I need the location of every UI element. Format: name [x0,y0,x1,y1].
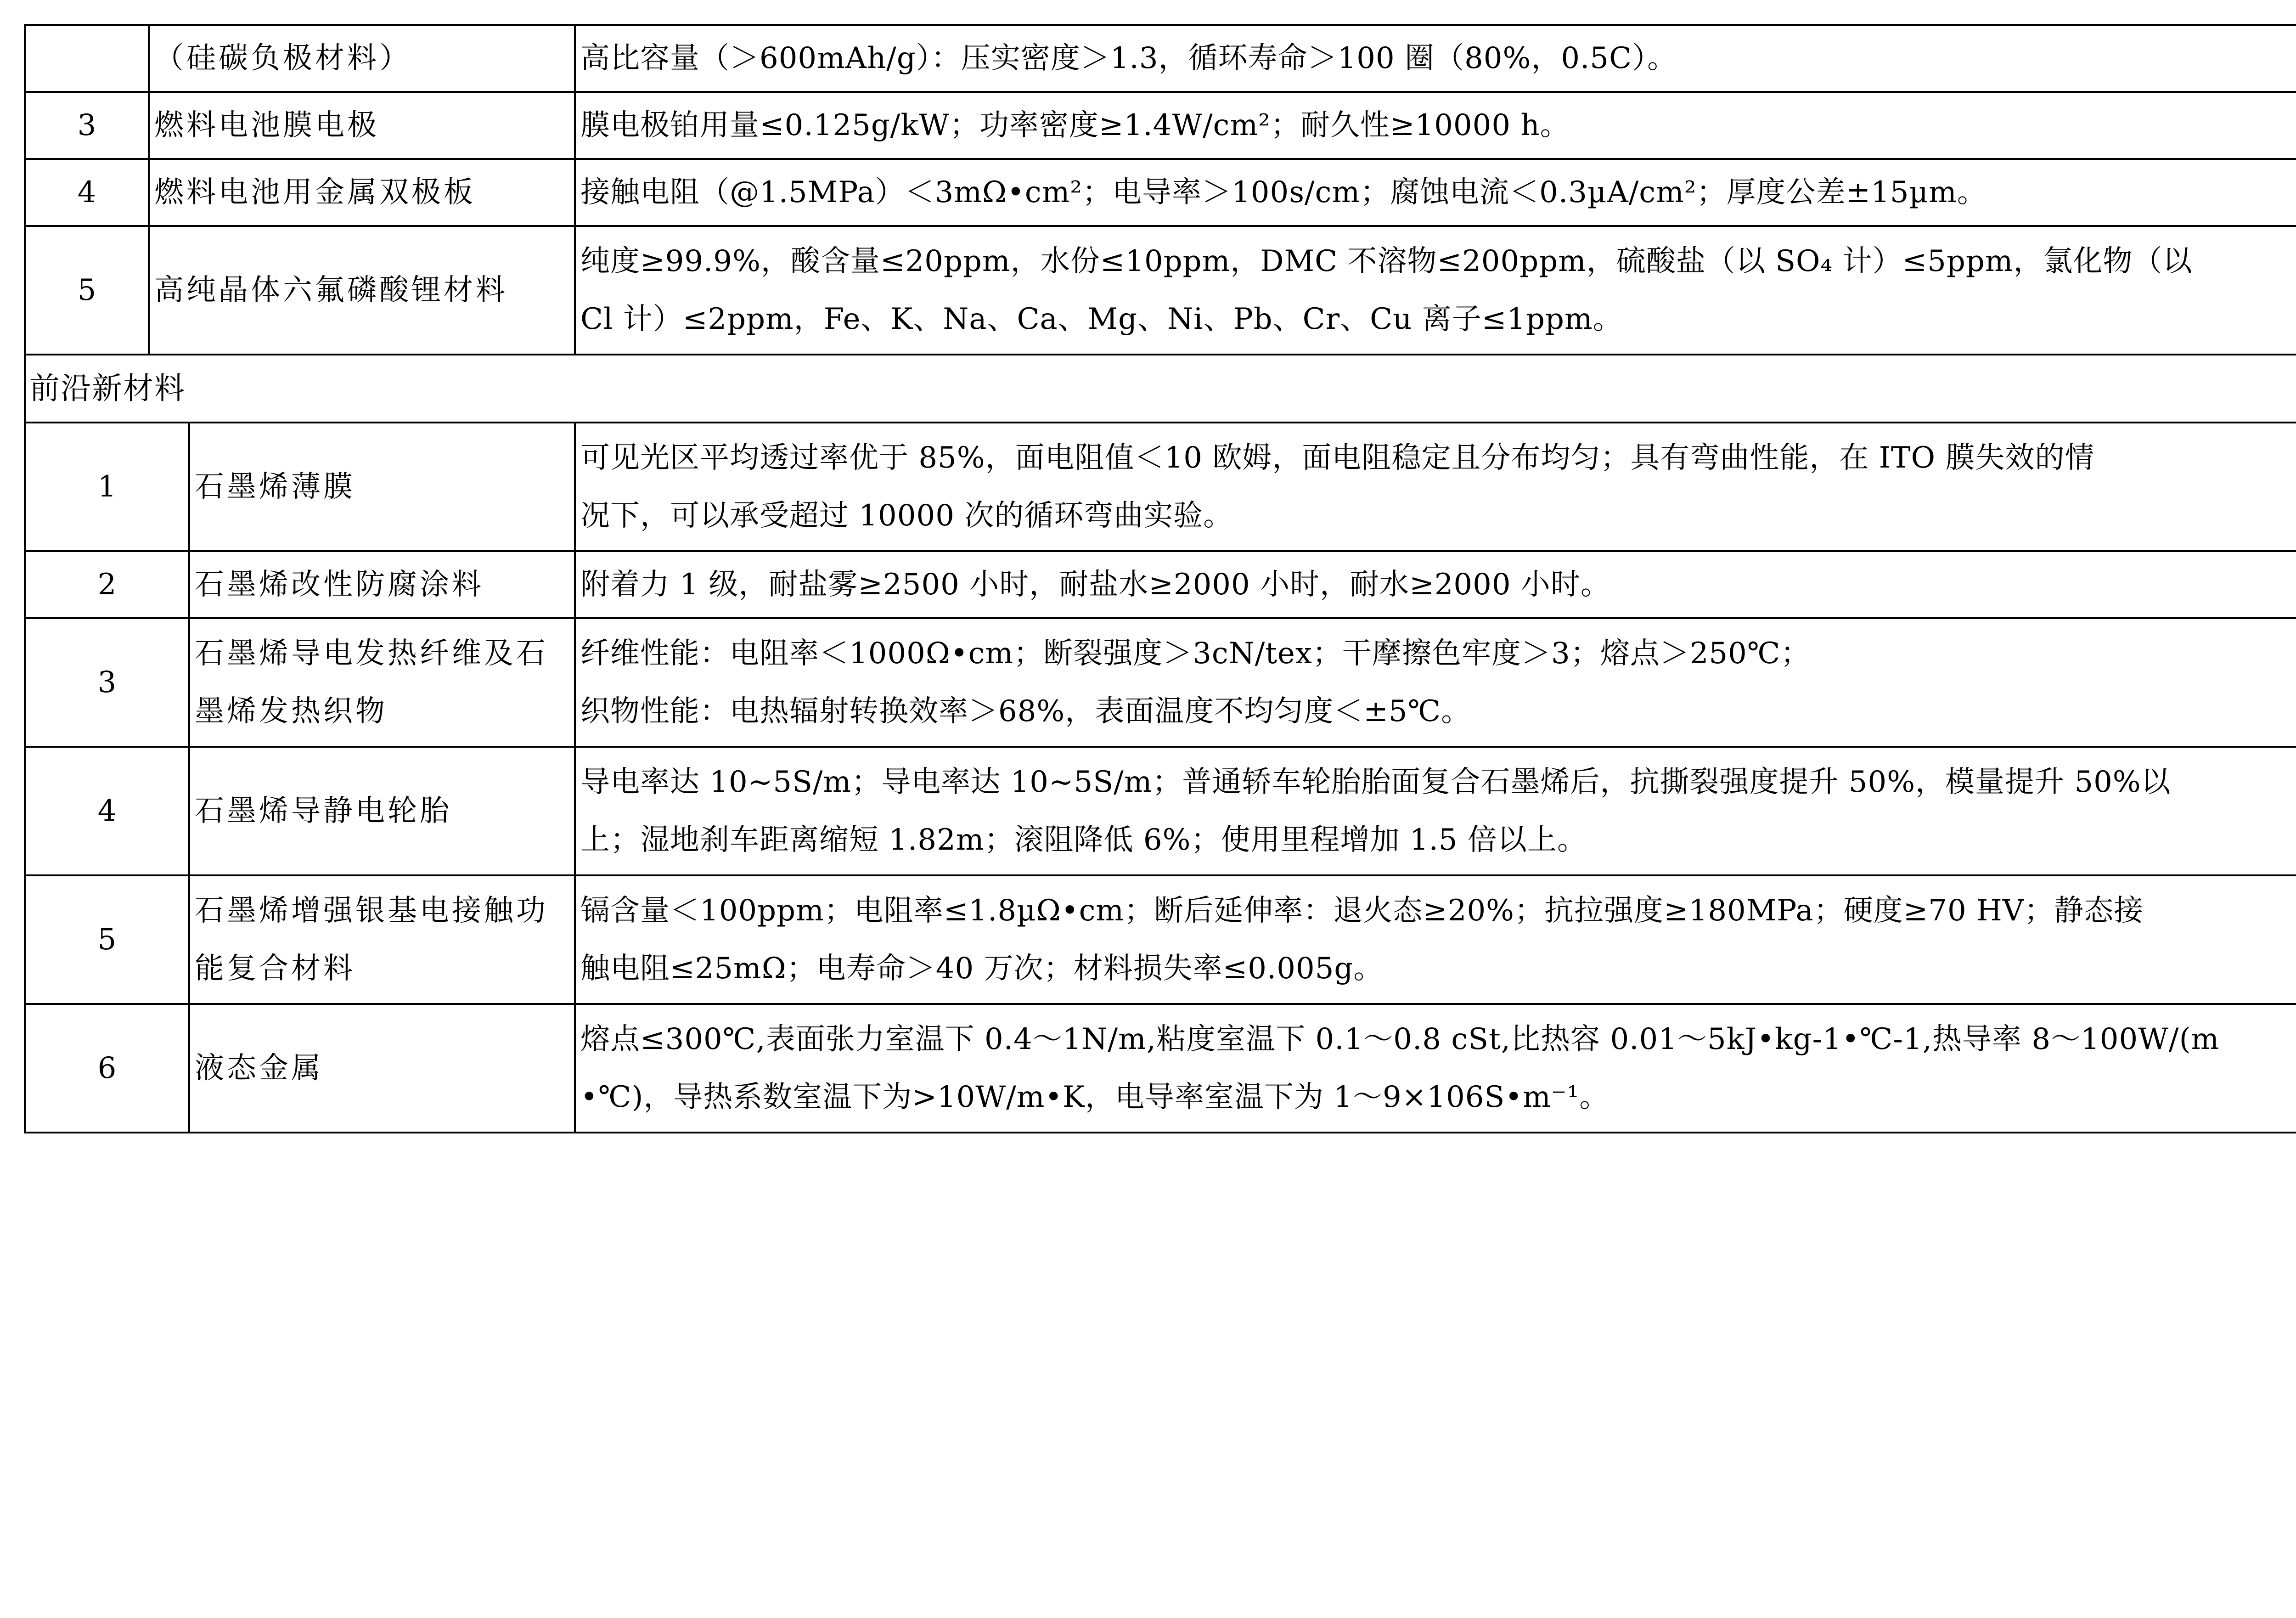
table-row [25,875,2296,1004]
row-number: 3 [25,618,189,747]
name-line: 石墨烯增强银基电接触功 [195,894,548,928]
row-number: 3 [25,92,149,159]
name-line: 墨烯发热织物 [195,694,388,728]
table-row [25,92,2296,159]
spec-line: 熔点≤300℃,表面张力室温下 0.4～1N/m,粘度室温下 0.1～0.8 cSt,比热容 0.01～5kJ•kg-1•℃-1,热导率 8～100W/(m [580,1022,2220,1056]
material-name [189,618,575,747]
row-number: 5 [25,226,149,355]
spec-line: 纯度≥99.9%，酸含量≤20ppm，水份≤10ppm，DMC 不溶物≤200ppm，硫酸盐（以 SO₄ 计）≤5ppm，氯化物（以 [580,244,2193,278]
spec-line: 上；湿地刹车距离缩短 1.82m；滚阻降低 6%；使用里程增加 1.5 倍以上。 [580,823,1587,857]
spec-line: 况下，可以承受超过 10000 次的循环弯曲实验。 [580,499,1233,533]
material-spec [575,1004,2296,1133]
table-row [25,551,2296,618]
spec-line: 可见光区平均透过率优于 85%，面电阻值＜10 欧姆，面电阻稳定且分布均匀；具有弯曲性能，在 ITO 膜失效的情 [580,441,2095,475]
material-spec [575,747,2296,875]
material-name: 燃料电池膜电极 [149,92,575,159]
material-spec [575,875,2296,1004]
row-number: 6 [25,1004,189,1133]
material-name: 液态金属 [189,1004,575,1133]
material-spec [575,423,2296,551]
row-number: 5 [25,875,189,1004]
table-row [25,423,2296,551]
name-line: 能复合材料 [195,952,355,986]
material-spec [575,618,2296,747]
table-row [25,25,2296,92]
row-number: 4 [25,159,149,226]
material-name [189,875,575,1004]
spec-line: 镉含量＜100ppm；电阻率≤1.8µΩ•cm；断后延伸率：退火态≥20%；抗拉强度≥180MPa；硬度≥70 HV；静态接 [580,894,2144,928]
name-line: 石墨烯导电发热纤维及石 [195,637,548,671]
material-name: 石墨烯导静电轮胎 [189,747,575,875]
section-header-row [25,355,2296,423]
spec-line: 导电率达 10~5S/m；导电率达 10~5S/m；普通轿车轮胎胎面复合石墨烯后，抗撕裂强度提升 50%，模量提升 50%以 [580,765,2171,799]
table-row [25,618,2296,747]
table-row [25,747,2296,875]
material-name: 高纯晶体六氟磷酸锂材料 [149,226,575,355]
material-spec: 膜电极铂用量≤0.125g/kW；功率密度≥1.4W/cm²；耐久性≥10000 h。 [575,92,2296,159]
table-row [25,1004,2296,1133]
material-name: 石墨烯薄膜 [189,423,575,551]
materials-table [24,24,2296,1133]
material-spec: 附着力 1 级，耐盐雾≥2500 小时，耐盐水≥2000 小时，耐水≥2000 小时。 [575,551,2296,618]
section-title: 前沿新材料 [25,355,2296,423]
material-spec: 高比容量（＞600mAh/g）：压实密度＞1.3，循环寿命＞100 圈（80%，0.5C）。 [575,25,2296,92]
material-name: 燃料电池用金属双极板 [149,159,575,226]
row-number: 1 [25,423,189,551]
material-spec [575,226,2296,355]
spec-line: 织物性能：电热辐射转换效率＞68%，表面温度不均匀度＜±5℃。 [580,694,1471,728]
row-number: 4 [25,747,189,875]
material-name: 石墨烯改性防腐涂料 [189,551,575,618]
row-number: 2 [25,551,189,618]
row-number [25,25,149,92]
spec-line: 纤维性能：电阻率＜1000Ω•cm；断裂强度＞3cN/tex；干摩擦色牢度＞3；熔点＞250℃； [580,637,1811,671]
spec-line: 触电阻≤25mΩ；电寿命＞40 万次；材料损失率≤0.005g。 [580,952,1384,986]
material-spec: 接触电阻（@1.5MPa）＜3mΩ•cm²；电导率＞100s/cm；腐蚀电流＜0.3µA/cm²；厚度公差±15µm。 [575,159,2296,226]
table-row [25,159,2296,226]
table-row [25,226,2296,355]
spec-line: •℃)，导热系数室温下为>10W/m•K，电导率室温下为 1～9×106S•m⁻¹。 [580,1080,1609,1114]
spec-line: Cl 计）≤2ppm，Fe、K、Na、Ca、Mg、Ni、Pb、Cr、Cu 离子≤1ppm。 [580,302,1623,336]
material-name: （硅碳负极材料） [149,25,575,92]
